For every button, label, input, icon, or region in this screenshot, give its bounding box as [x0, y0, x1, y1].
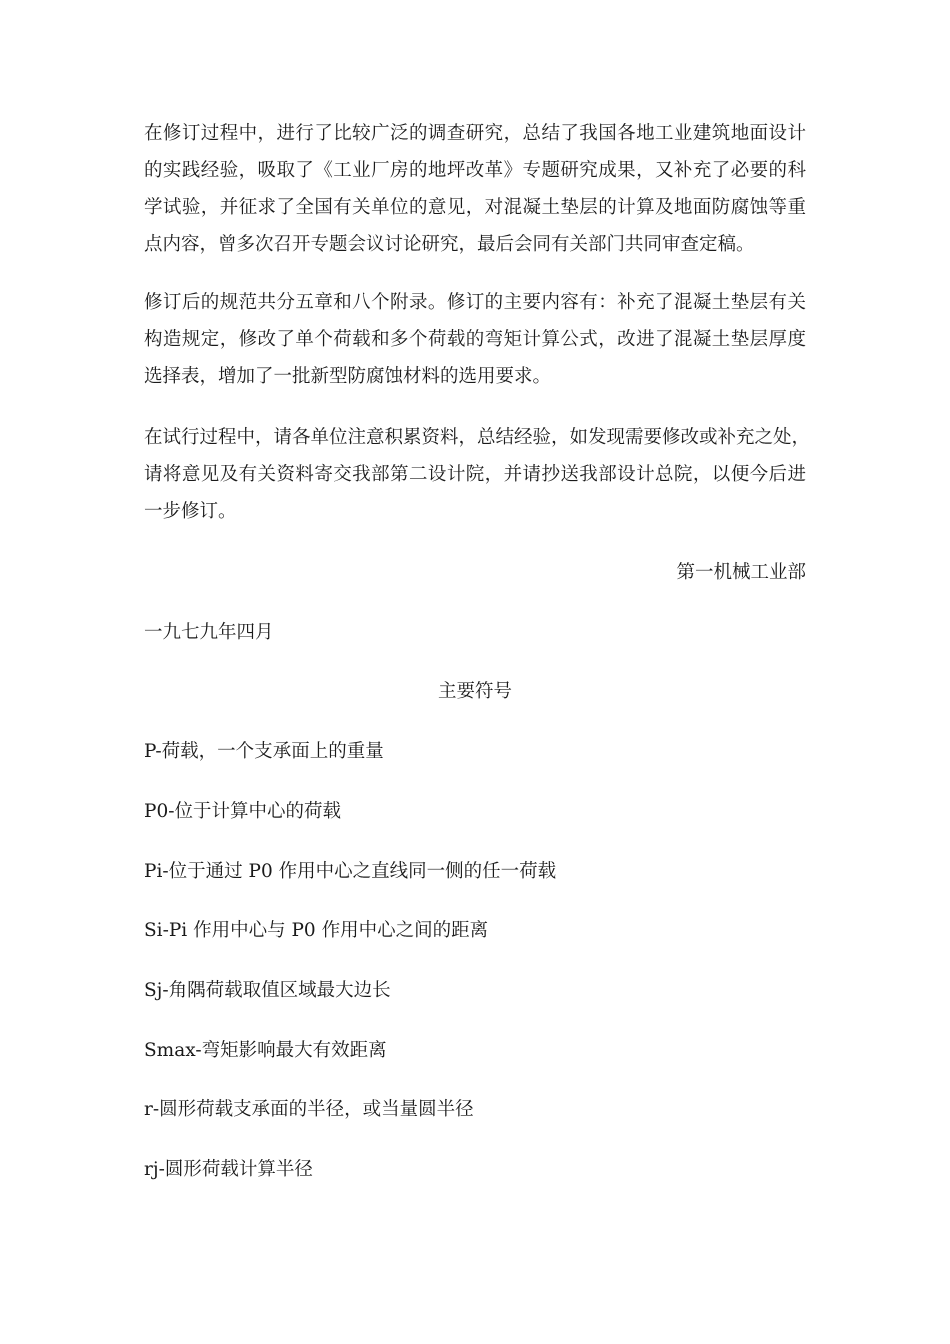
text-line: 请将意见及有关资料寄交我部第二设计院，并请抄送我部设计总院，以便今后进	[144, 464, 806, 485]
text-line: 点内容，曾多次召开专题会议讨论研究，最后会同有关部门共同审查定稿。	[144, 234, 755, 255]
text-line: 在修订过程中，进行了比较广泛的调查研究，总结了我国各地工业建筑地面设计	[144, 123, 806, 144]
symbol-definition: r-圆形荷载支承面的半径，或当量圆半径	[144, 1099, 474, 1120]
preface-paragraph-3	[144, 419, 811, 530]
symbol-definition: P0-位于计算中心的荷载	[144, 801, 341, 822]
text-line: 的实践经验，吸取了《工业厂房的地坪改革》专题研究成果，又补充了必要的科	[144, 160, 806, 181]
issue-date: 一九七九年四月	[144, 622, 274, 643]
text-line: 选择表，增加了一批新型防腐蚀材料的选用要求。	[144, 366, 552, 387]
symbol-definition: Smax-弯矩影响最大有效距离	[144, 1040, 387, 1061]
text-line: 构造规定，修改了单个荷载和多个荷载的弯矩计算公式，改进了混凝土垫层厚度	[144, 329, 806, 350]
symbol-definition: Pi-位于通过 P0 作用中心之直线同一侧的任一荷载	[144, 861, 557, 882]
symbol-definition: Sj-角隅荷载取值区域最大边长	[144, 980, 391, 1001]
symbol-definition: P-荷载，一个支承面上的重量	[144, 741, 384, 762]
symbol-definition: rj-圆形荷载计算半径	[144, 1159, 313, 1180]
text-line: 在试行过程中，请各单位注意积累资料，总结经验，如发现需要修改或补充之处，	[144, 427, 811, 448]
text-line: 修订后的规范共分五章和八个附录。修订的主要内容有：补充了混凝土垫层有关	[144, 292, 806, 313]
symbol-definition: Si-Pi 作用中心与 P0 作用中心之间的距离	[144, 920, 489, 941]
text-line: 学试验，并征求了全国有关单位的意见，对混凝土垫层的计算及地面防腐蚀等重	[144, 197, 806, 218]
preface-paragraph-1	[144, 115, 806, 263]
text-line: 一步修订。	[144, 501, 237, 522]
section-heading-symbols: 主要符号	[437, 681, 512, 702]
preface-paragraph-2	[144, 284, 806, 395]
issuer-signature: 第一机械工业部	[676, 562, 806, 583]
